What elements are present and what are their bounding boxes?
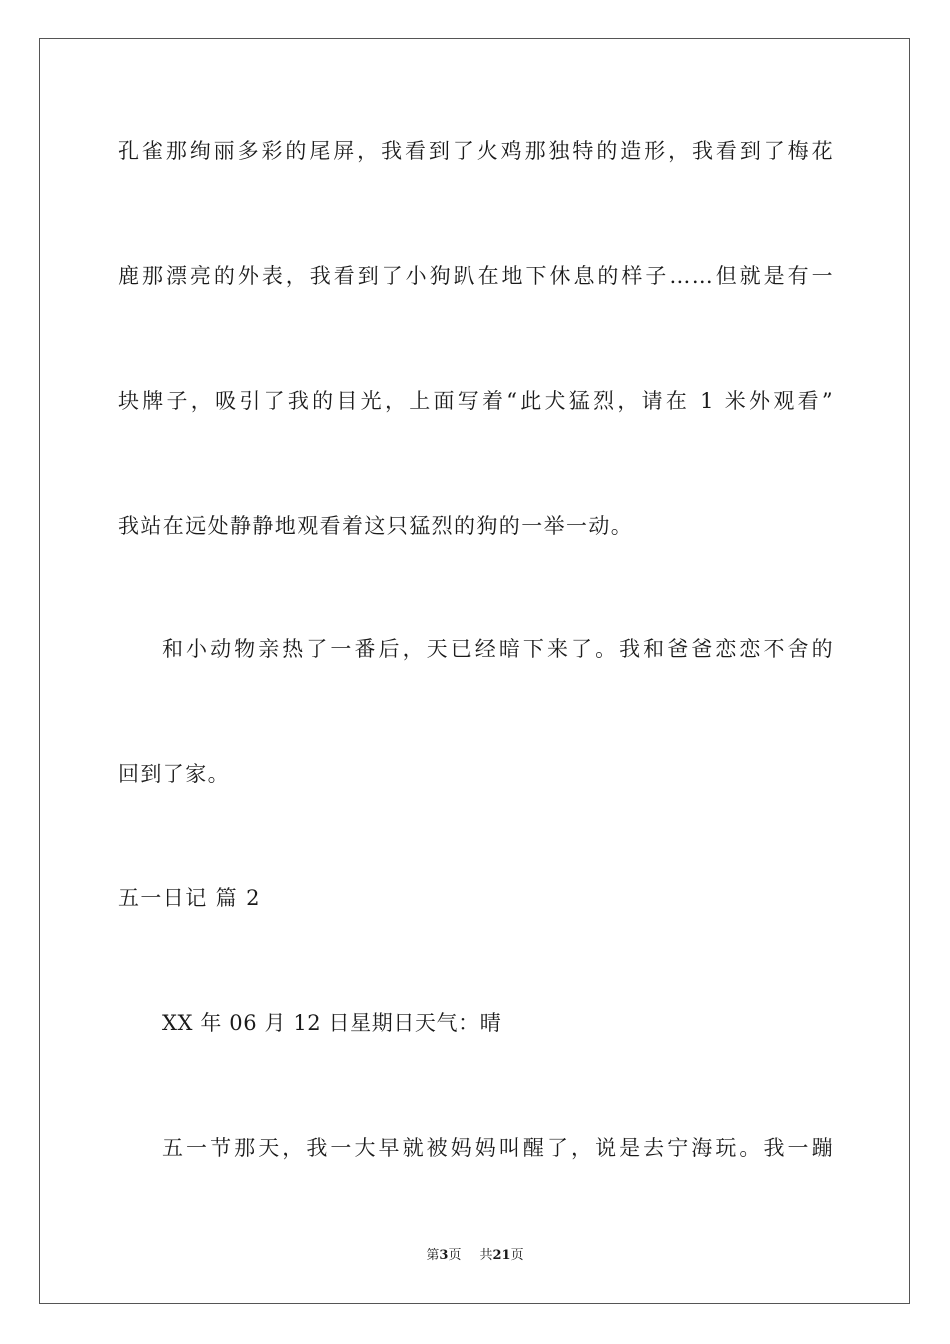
page-footer [0, 1247, 950, 1265]
footer-page-suffix: 页 [448, 1248, 462, 1263]
footer-total-prefix: 共 [479, 1248, 493, 1263]
footer-total-pages: 21 [492, 1248, 511, 1263]
section-heading: 五一日记 篇 2 [118, 886, 261, 910]
page-border [39, 38, 910, 1304]
footer-total-suffix: 页 [510, 1248, 524, 1263]
date-weather-line: XX 年 06 月 12 日星期日天气：晴 [162, 1011, 502, 1035]
body-line-1: 孔雀那绚丽多彩的尾屏，我看到了火鸡那独特的造形，我看到了梅花 [118, 139, 834, 163]
body-line-4: 我站在远处静静地观看着这只猛烈的狗的一举一动。 [118, 514, 634, 538]
body-line-9: 五一节那天，我一大早就被妈妈叫醒了，说是去宁海玩。我一蹦 [162, 1136, 834, 1160]
body-line-2: 鹿那漂亮的外表，我看到了小狗趴在地下休息的样子……但就是有一 [118, 264, 834, 288]
body-line-6: 回到了家。 [118, 762, 230, 786]
body-line-3: 块牌子，吸引了我的目光，上面写着“此犬猛烈，请在 1 米外观看” [118, 389, 834, 413]
footer-page-prefix: 第 [426, 1248, 440, 1263]
body-line-5: 和小动物亲热了一番后，天已经暗下来了。我和爸爸恋恋不舍的 [162, 637, 834, 661]
footer-page-number: 3 [439, 1248, 449, 1263]
